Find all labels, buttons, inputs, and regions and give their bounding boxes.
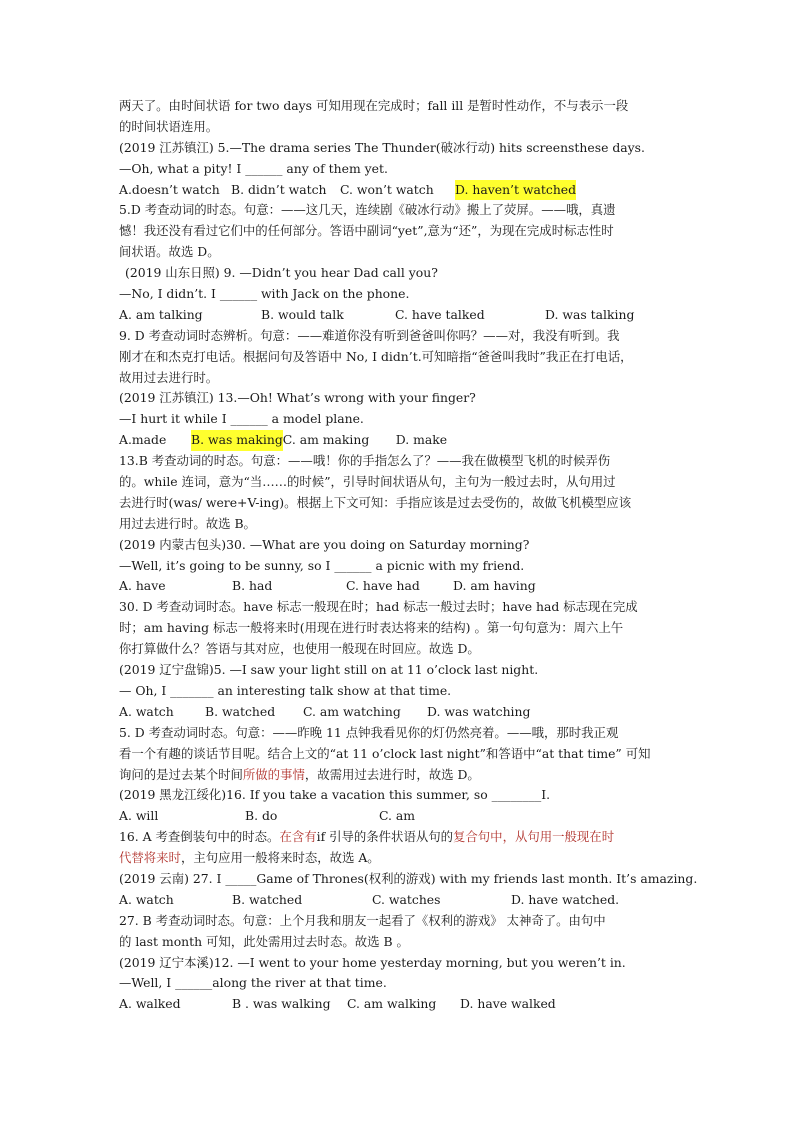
text-run: 复合句中，从句用一般现在时 (453, 829, 615, 845)
text-line: 你打算做什么？答语与其对应，也使用一般现在时回应。故选 D。 (119, 641, 480, 657)
answer-options (119, 806, 679, 827)
option-c: C. watches (372, 891, 441, 907)
text-line: 两天了。由时间状语 for two days 可知用现在完成时；fall ill 是暂时性动作，不与表示一段 (119, 98, 629, 113)
option-a: A. watch (119, 891, 174, 907)
text-line: 憾！我还没有看过它们中的任何部分。答语中副词“yet”,意为“还”，为现在完成时标志性时 (119, 223, 614, 239)
option-c: C. am (379, 808, 416, 824)
option-a: A. walked (119, 996, 181, 1012)
text-run: 代替将来时 (119, 850, 181, 866)
option-d: D. was talking (545, 306, 635, 322)
text-line: —Well, I ______along the river at that time. (119, 975, 387, 991)
option-a: A. will (119, 808, 159, 824)
option-c: C. am walking (347, 996, 437, 1012)
answer-options (119, 702, 679, 723)
text-line: 用过去进行时。故选 B。 (119, 515, 256, 531)
text-line: —Well, it’s going to be sunny, so I ______ a picnic with my friend. (119, 557, 525, 573)
text-line: (2019 江苏镇江) 13.—Oh! What’s wrong with your finger? (119, 390, 476, 406)
option-a: A. am talking (119, 306, 203, 322)
option-a: A. watch (119, 703, 174, 719)
text-line: 5.D 考查动词的时态。句意：——这几天，连续剧《破冰行动》搬上了荧屏。——哦，真遗 (119, 202, 616, 218)
option-b: B. do (245, 808, 278, 824)
explanation-line (119, 765, 679, 786)
text-line: 的。while 连词，意为“当……的时候”，引导时间状语从句，主句为一般过去时，从句用过 (119, 474, 616, 490)
option-a: A.made (119, 432, 167, 448)
text-line: 时；am having 标志一般将来时(用现在进行时表达将来的结构) 。第一句句意为：周六上午 (119, 620, 624, 636)
text-line: (2019 辽宁盘锦)5. —I saw your light still on at 11 o’clock last night. (119, 662, 539, 678)
option-b: B. watched (205, 703, 276, 719)
option-d: D. have watched. (511, 891, 620, 907)
text-line: (2019 黑龙江绥化)16. If you take a vacation this summer, so ________I. (119, 787, 551, 803)
text-line: 的 last month 可知，此处需用过去时态。故选 B 。 (119, 933, 409, 949)
answer-options (119, 430, 679, 451)
option-c: C. am making (282, 432, 370, 448)
option-b: B. didn’t watch (231, 181, 327, 197)
text-run: 所做的事情 (242, 766, 305, 782)
option-b: B. was making (191, 430, 283, 451)
text-line: 看一个有趣的谈话节目呢。结合上文的“at 11 o’clock last night”和答语中“at that time” 可知 (119, 745, 651, 761)
option-d: D. am having (453, 578, 536, 594)
text-line: 的时间状语连用。 (119, 118, 219, 134)
text-line: 刚才在和杰克打电话。根据问句及答语中 No, I didn’t.可知暗指“爸爸叫我时”我正在打电话， (119, 348, 633, 364)
answer-options (119, 180, 679, 201)
text-line: (2019 山东日照) 9. —Didn’t you hear Dad call you? (125, 265, 438, 281)
text-run: ，主句应用一般将来时态，故选 A。 (180, 850, 380, 866)
option-d: D. was watching (427, 703, 531, 719)
option-a: A.doesn’t watch (119, 181, 220, 197)
text-line: 间状语。故选 D。 (119, 244, 220, 260)
explanation-line (119, 827, 679, 848)
answer-options (119, 890, 679, 911)
option-d: D. haven’t watched (455, 180, 576, 201)
document-page (119, 96, 698, 1015)
option-b: B. watched (232, 891, 303, 907)
option-c: C. am watching (303, 703, 401, 719)
answer-options (119, 994, 679, 1015)
option-c: C. have talked (395, 306, 485, 322)
answer-options (119, 576, 679, 597)
text-line: 去进行时(was/ were+V-ing)。根据上下文可知：手指应该是过去受伤的，故做飞机模型应该 (119, 494, 632, 510)
text-line: (2019 云南) 27. I _____Game of Thrones(权利的游戏) with my friends last month. It’s amazing. (119, 870, 698, 886)
text-line: — Oh, I _______ an interesting talk show at that time. (119, 682, 452, 698)
option-b: B . was walking (232, 996, 331, 1012)
text-line: 故用过去进行时。 (119, 369, 219, 385)
option-c: C. won’t watch (340, 181, 434, 197)
option-a: A. have (119, 578, 166, 594)
option-b: B. would talk (261, 306, 344, 322)
text-line: (2019 江苏镇江) 5.—The drama series The Thunder(破冰行动) hits screensthese days. (119, 139, 645, 155)
text-line: —No, I didn’t. I ______ with Jack on the phone. (119, 286, 410, 302)
text-line: 13.B 考查动词的时态。句意：——哦！你的手指怎么了？——我在做模型飞机的时候弄伤 (119, 453, 611, 469)
answer-options (119, 305, 679, 326)
text-line: 5. D 考查动词时态。句意：——昨晚 11 点钟我看见你的灯仍然亮着。——哦，那时我正观 (119, 724, 619, 740)
text-line: 9. D 考查动词时态辨析。句意：——难道你没有听到爸爸叫你吗？——对，我没有听到。我 (119, 327, 620, 343)
option-c: C. have had (346, 578, 420, 594)
text-run: 在含有 (279, 829, 317, 845)
text-run: ，故需用过去进行时，故选 D。 (304, 766, 480, 782)
text-run: 询问的是过去某个时间 (119, 766, 243, 782)
text-line: (2019 辽宁本溪)12. —I went to your home yesterday morning, but you weren’t in. (119, 954, 626, 970)
option-d: D. have walked (460, 996, 556, 1012)
explanation-line (119, 848, 679, 869)
text-line: 27. B 考查动词时态。句意：上个月我和朋友一起看了《权利的游戏》 太神奇了。由句中 (119, 912, 606, 928)
option-b: B. had (232, 578, 273, 594)
text-run: if 引导的条件状语从句的 (316, 829, 454, 845)
option-d: D. make (395, 432, 448, 448)
text-run: 16. A 考查倒装句中的时态。 (119, 829, 280, 845)
text-line: 30. D 考查动词时态。have 标志一般现在时；had 标志一般过去时；have had 标志现在完成 (119, 599, 638, 615)
text-line: (2019 内蒙古包头)30. —What are you doing on Saturday morning? (119, 536, 530, 552)
text-line: —Oh, what a pity! I ______ any of them yet. (119, 160, 388, 176)
text-line: —I hurt it while I ______ a model plane. (119, 411, 364, 427)
